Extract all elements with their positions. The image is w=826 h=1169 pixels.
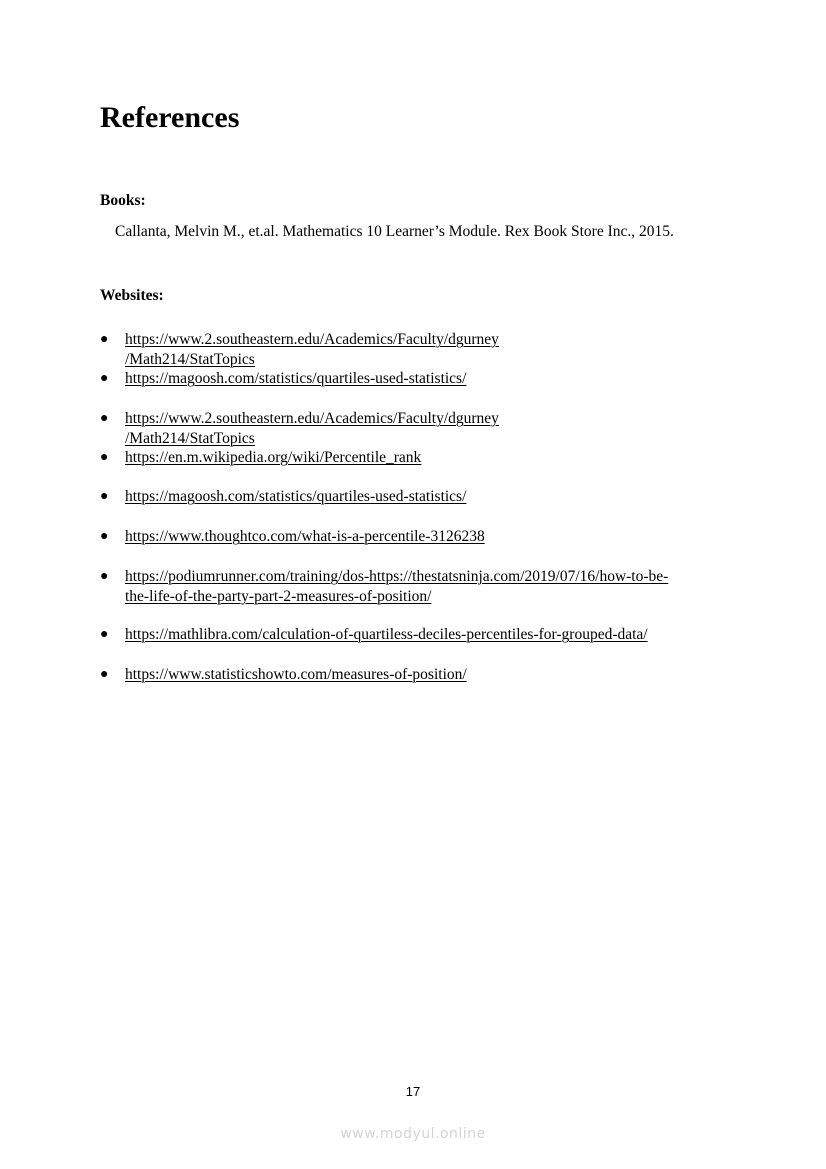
- bullet-dot-icon: ●: [100, 569, 109, 584]
- reference-link[interactable]: https://mathlibra.com/calculation-of-quartiless-deciles-percentiles-for-grouped-data/: [125, 626, 648, 643]
- reference-link[interactable]: https://www.thoughtco.com/what-is-a-percentile-3126238: [125, 528, 485, 545]
- bullet-dot-icon: ●: [100, 450, 109, 465]
- bullet-dot-icon: ●: [100, 529, 109, 544]
- bullet-dot-icon: ●: [100, 411, 109, 426]
- reference-link[interactable]: https://www.2.southeastern.edu/Academics/Faculty/dgurney /Math214/StatTopics: [125, 331, 499, 368]
- reference-link[interactable]: https://podiumrunner.com/training/dos-https://thestatsninja.com/2019/07/16/how-to-be- the-life-of-the-party-part-2-measures-of-position/: [125, 568, 669, 605]
- watermark: www.modyul.online: [340, 1126, 486, 1142]
- bullet-dot-icon: ●: [100, 489, 109, 504]
- bullet-dot-icon: ●: [100, 627, 109, 642]
- bullet-dot-icon: ●: [100, 371, 109, 386]
- reference-link[interactable]: https://en.m.wikipedia.org/wiki/Percentile_rank: [125, 449, 422, 466]
- books-heading: Books:: [100, 192, 146, 209]
- reference-link[interactable]: https://www.2.southeastern.edu/Academics/Faculty/dgurney /Math214/StatTopics: [125, 410, 499, 447]
- page-title: References: [100, 101, 240, 134]
- reference-link[interactable]: https://magoosh.com/statistics/quartiles-used-statistics/: [125, 370, 467, 387]
- book-reference: Callanta, Melvin M., et.al. Mathematics 10 Learner’s Module. Rex Book Store Inc., 2015.: [115, 223, 674, 240]
- reference-link[interactable]: https://www.statisticshowto.com/measures-of-position/: [125, 666, 467, 683]
- bullet-dot-icon: ●: [100, 667, 109, 682]
- page-number: 17: [405, 1084, 421, 1099]
- bullet-dot-icon: ●: [100, 332, 109, 347]
- websites-heading: Websites:: [100, 287, 164, 304]
- reference-link[interactable]: https://magoosh.com/statistics/quartiles-used-statistics/: [125, 488, 467, 505]
